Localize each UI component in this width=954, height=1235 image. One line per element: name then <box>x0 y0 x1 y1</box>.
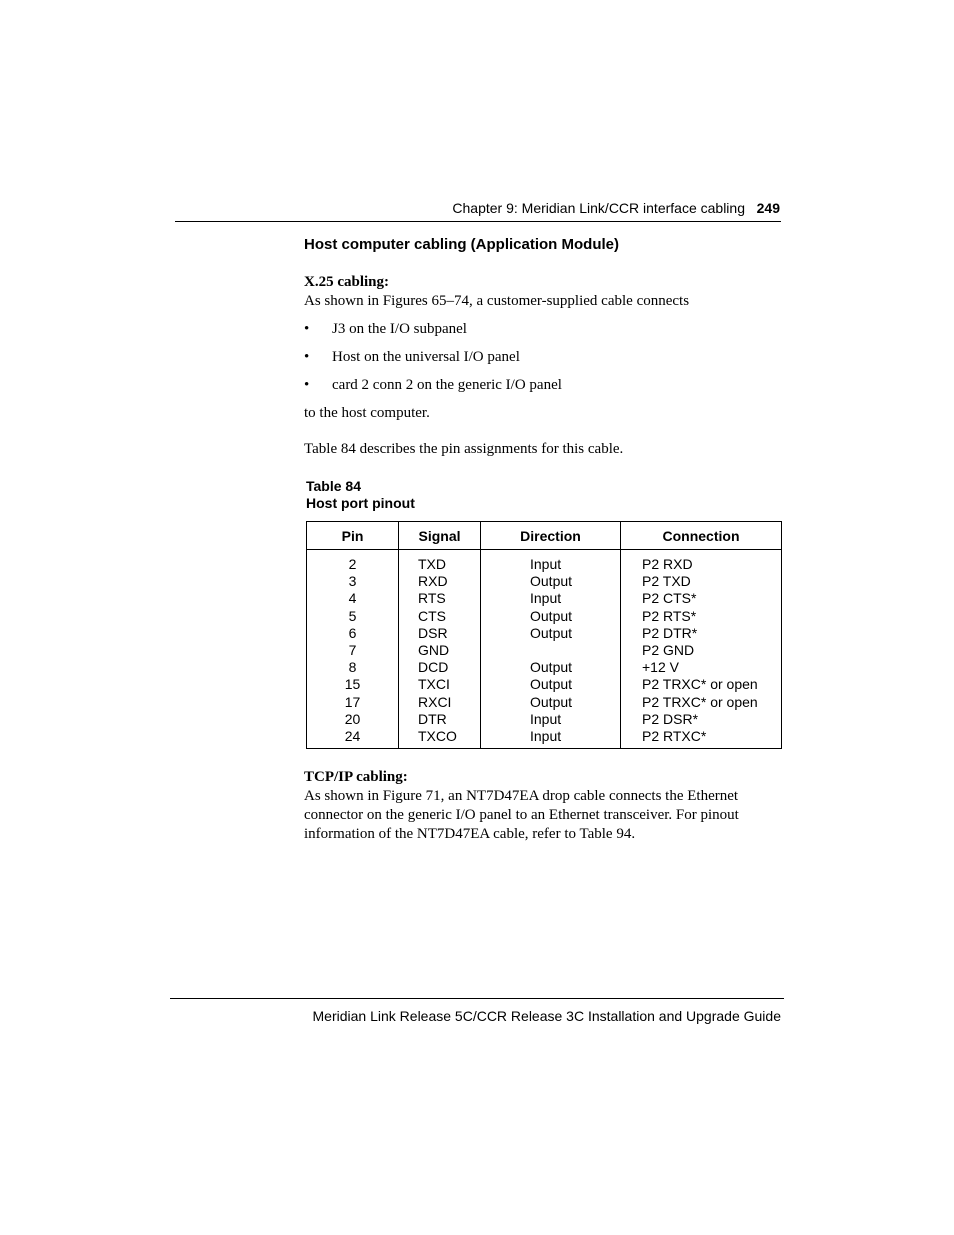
column-divider <box>620 522 621 748</box>
page-number: 249 <box>756 200 780 216</box>
table-cell: 8 <box>348 659 357 676</box>
table-cell: 15 <box>344 676 361 693</box>
table-cell: 17 <box>344 693 361 710</box>
footer-rule <box>170 998 784 999</box>
section-title: Host computer cabling (Application Module) <box>304 236 619 253</box>
column-header-direction: Direction <box>520 528 581 544</box>
table-cell: P2 RTS* <box>642 607 697 624</box>
table-cell: 3 <box>348 573 357 590</box>
table-cell <box>530 642 572 659</box>
table-cell: GND <box>418 641 450 658</box>
table-cell: RTS <box>418 590 446 607</box>
table-cell: Input <box>530 710 562 727</box>
table-caption-number: Table 84 <box>306 478 361 494</box>
table-cell: 4 <box>348 590 357 607</box>
signal-column <box>418 556 457 745</box>
table-caption-title: Host port pinout <box>306 495 415 511</box>
table-cell: Output <box>530 659 573 676</box>
table-cell: 5 <box>348 607 357 624</box>
table-cell: P2 TXD <box>642 573 691 590</box>
table-cell: TXCO <box>418 727 457 744</box>
table-cell: Output <box>530 693 573 710</box>
list-item <box>304 377 562 394</box>
list-item <box>304 321 467 338</box>
table-cell: DTR <box>418 710 447 727</box>
pin-column <box>307 556 398 745</box>
table-cell: Input <box>530 556 562 572</box>
bullet-icon: • <box>304 377 310 393</box>
table-cell: P2 DSR* <box>642 710 699 727</box>
connection-column <box>642 556 758 745</box>
table-cell: RXCI <box>418 693 452 710</box>
table-cell: Output <box>530 607 573 624</box>
table-cell: P2 DTR* <box>642 624 698 641</box>
bullet-icon: • <box>304 349 310 365</box>
table-cell: P2 RTXC* <box>642 727 707 744</box>
table-cell: 6 <box>348 624 357 641</box>
table-cell: P2 RXD <box>642 556 693 572</box>
x25-intro: As shown in Figures 65–74, a customer-supplied cable connects <box>304 293 690 309</box>
header-rule <box>175 221 781 222</box>
x25-heading: X.25 cabling: <box>304 274 390 290</box>
table-cell: RXD <box>418 573 448 590</box>
table-cell: 20 <box>344 710 361 727</box>
table-cell: Input <box>530 727 562 744</box>
table-cell: P2 CTS* <box>642 590 697 607</box>
tcp-paragraph-line: information of the NT7D47EA cable, refer to Table 94. <box>304 826 636 842</box>
header-separator <box>307 549 781 550</box>
table-cell: P2 TRXC* or open <box>642 693 758 710</box>
table-reference: Table 84 describes the pin assignments for this cable. <box>304 441 624 457</box>
list-item-text: card 2 conn 2 on the generic I/O panel <box>332 377 562 393</box>
table-cell: TXCI <box>418 676 450 693</box>
tcp-paragraph-line: connector on the generic I/O panel to an Ethernet transceiver. For pinout <box>304 807 739 823</box>
table-cell: TXD <box>418 556 446 572</box>
running-footer: Meridian Link Release 5C/CCR Release 3C Installation and Upgrade Guide <box>312 1008 781 1024</box>
table-cell: P2 TRXC* or open <box>642 676 758 693</box>
table-cell: DCD <box>418 659 449 676</box>
table-cell: Output <box>530 573 573 590</box>
column-divider <box>398 522 399 748</box>
column-header-signal: Signal <box>418 528 461 544</box>
table-cell: P2 GND <box>642 641 695 658</box>
x25-outro: to the host computer. <box>304 405 430 421</box>
table-cell: +12 V <box>642 659 679 676</box>
column-header-connection: Connection <box>662 528 740 544</box>
bullet-icon: • <box>304 321 310 337</box>
table-cell: 7 <box>348 641 357 658</box>
table-cell: Input <box>530 590 562 607</box>
table-cell: 24 <box>344 727 361 744</box>
column-header-pin: Pin <box>341 528 364 544</box>
table-cell: CTS <box>418 607 446 624</box>
tcp-heading: TCP/IP cabling: <box>304 769 408 785</box>
table-cell: DSR <box>418 624 448 641</box>
table-cell: Output <box>530 676 573 693</box>
list-item <box>304 349 520 366</box>
list-item-text: Host on the universal I/O panel <box>332 349 520 365</box>
direction-column <box>530 556 572 745</box>
list-item-text: J3 on the I/O subpanel <box>332 321 467 337</box>
table-cell: Output <box>530 624 573 641</box>
pinout-table <box>306 521 782 749</box>
tcp-paragraph-line: As shown in Figure 71, an NT7D47EA drop cable connects the Ethernet <box>304 788 739 804</box>
running-header: Chapter 9: Meridian Link/CCR interface cabling <box>452 200 745 216</box>
column-divider <box>480 522 481 748</box>
table-cell: 2 <box>348 556 357 572</box>
